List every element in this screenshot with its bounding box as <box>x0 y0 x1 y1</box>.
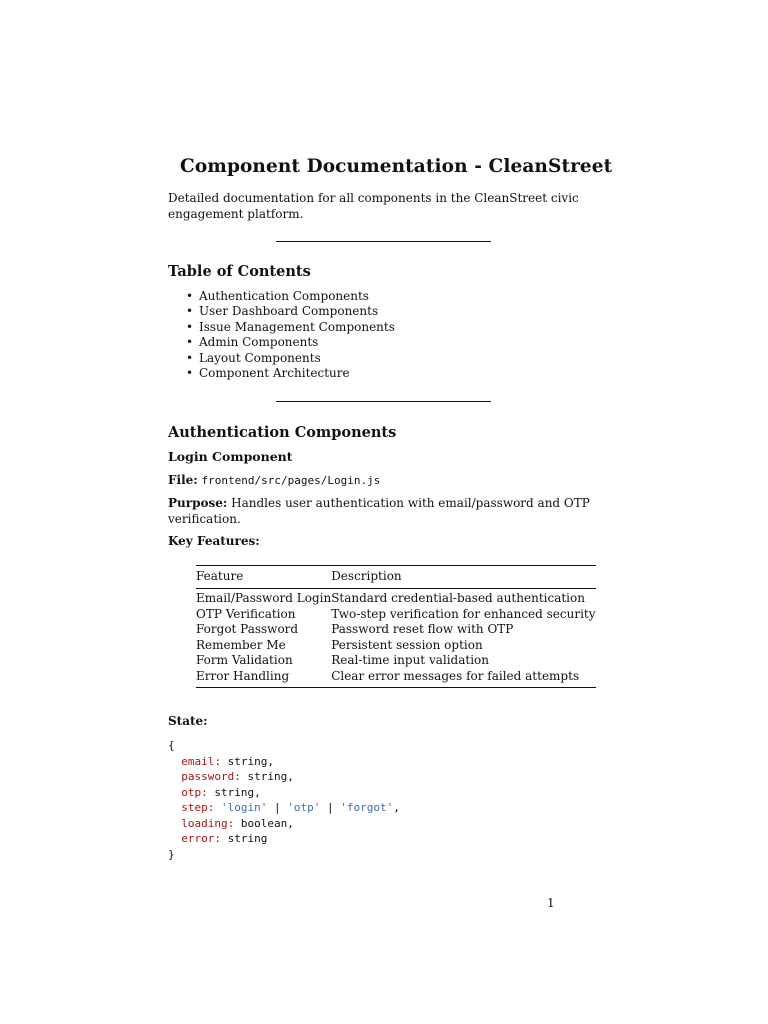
code-punct: , <box>393 801 400 814</box>
code-key: password: <box>181 770 241 783</box>
bullet-icon: • <box>186 335 194 350</box>
code-value: string, <box>221 754 274 768</box>
code-value: string, <box>207 785 261 799</box>
toc-heading: Table of Contents <box>168 263 311 280</box>
table-cell-feature: Form Validation <box>196 653 293 667</box>
toc-item-authentication[interactable]: • Authentication Components <box>186 289 369 303</box>
code-key: loading: <box>181 816 235 830</box>
table-row <box>196 607 596 623</box>
table-cell-description: Standard credential-based authentication <box>331 591 585 605</box>
login-component-heading: Login Component <box>168 449 293 464</box>
horizontal-rule <box>276 241 491 242</box>
toc-item-architecture[interactable]: • Component Architecture <box>186 365 350 380</box>
toc-item-issue-management[interactable]: • Issue Management Components <box>186 319 395 334</box>
code-key: email: <box>181 754 221 768</box>
features-table <box>196 565 596 688</box>
table-row <box>196 622 596 638</box>
purpose-label: Purpose: <box>168 496 228 510</box>
table-cell-description: Real-time input validation <box>331 653 489 667</box>
toc-item-admin[interactable]: • Admin Components <box>186 335 319 350</box>
code-string: 'forgot' <box>340 801 394 814</box>
page-number: 1 <box>547 896 555 910</box>
key-features-label: Key Features: <box>168 534 260 548</box>
table-header-description: Description <box>331 569 402 583</box>
document-intro: Detailed documentation for all components in the CleanStreet civic engagement platform. <box>168 191 579 221</box>
code-value: boolean, <box>234 816 294 830</box>
table-row <box>196 653 596 669</box>
table-cell-description: Clear error messages for failed attempts <box>331 668 580 683</box>
code-string: 'otp' <box>287 801 321 814</box>
toc-list <box>182 289 395 381</box>
table-header-feature: Feature <box>196 569 244 583</box>
bullet-icon: • <box>186 350 194 365</box>
table-cell-description: Password reset flow with OTP <box>331 622 514 636</box>
code-key: error: <box>181 832 221 845</box>
code-key: otp: <box>181 785 208 799</box>
document-title: Component Documentation - CleanStreet <box>180 156 613 177</box>
table-cell-feature: Email/Password Login <box>196 591 332 605</box>
file-label: File: <box>168 473 198 487</box>
table-row <box>196 669 596 688</box>
file-path: frontend/src/pages/Login.js <box>201 474 381 487</box>
code-value: string <box>221 832 268 845</box>
file-line <box>168 472 602 489</box>
table-row <box>196 638 596 654</box>
toc-item-user-dashboard[interactable]: • User Dashboard Components <box>186 304 379 319</box>
bullet-icon: • <box>186 304 194 319</box>
table-cell-description: Persistent session option <box>331 637 483 652</box>
table-cell-description: Two-step verification for enhanced security <box>331 606 596 621</box>
table-header-row <box>196 566 596 589</box>
code-value: string, <box>240 770 294 783</box>
bullet-icon: • <box>186 365 194 380</box>
table-cell-feature: OTP Verification <box>196 606 296 621</box>
horizontal-rule <box>276 401 491 402</box>
code-sep: | <box>267 801 288 814</box>
code-string: 'login' <box>221 801 268 814</box>
code-sep: | <box>320 801 341 814</box>
code-close-brace: } <box>168 847 175 861</box>
toc-item-layout[interactable]: • Layout Components <box>186 350 321 365</box>
bullet-icon: • <box>186 319 194 334</box>
purpose-text: Handles user authentication with email/password and OTP verification. <box>168 496 590 526</box>
table-cell-feature: Remember Me <box>196 637 286 652</box>
code-key: step: <box>181 801 215 814</box>
purpose-line <box>168 495 602 527</box>
code-open-brace: { <box>168 739 175 752</box>
table-row <box>196 589 596 607</box>
bullet-icon: • <box>186 289 194 303</box>
table-cell-feature: Error Handling <box>196 668 290 683</box>
state-code-block <box>168 738 400 862</box>
state-label: State: <box>168 714 208 728</box>
table-cell-feature: Forgot Password <box>196 622 299 636</box>
auth-section-heading: Authentication Components <box>168 424 397 441</box>
